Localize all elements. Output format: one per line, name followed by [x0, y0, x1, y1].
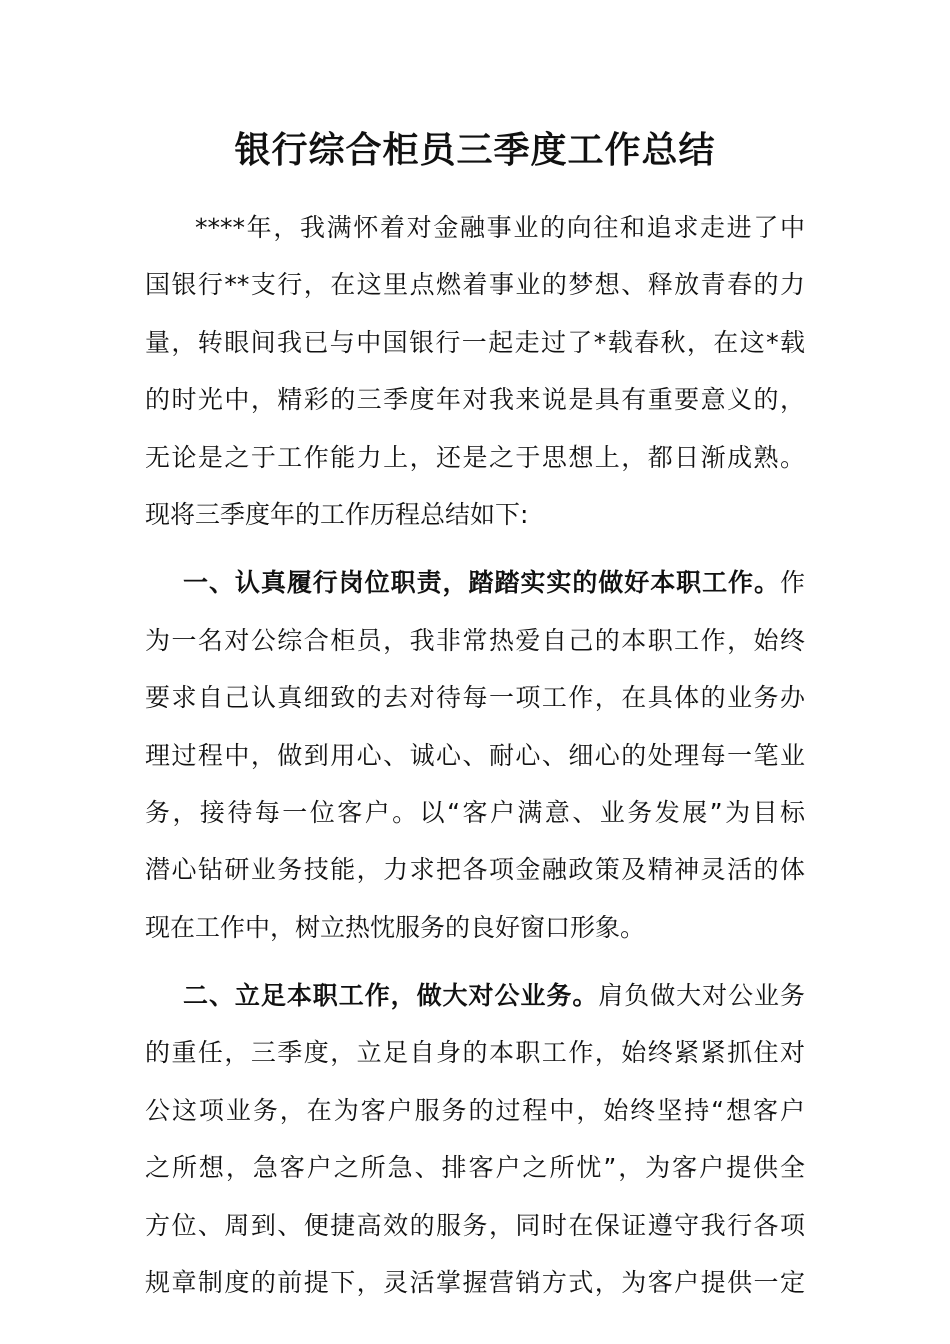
document-body: [145, 199, 805, 1311]
section-heading: 一、认真履行岗位职责，踏踏实实的做好本职工作。: [183, 568, 780, 598]
text-line: ****年，我满怀着对金融事业的向往和追求走进了中: [195, 213, 805, 242]
text-line: 要求自己认真细致的去对待每一项工作，在具体的业务办: [145, 683, 805, 713]
text-line: 国银行**支行，在这里点燃着事业的梦想、释放青春的力: [145, 270, 805, 300]
text-line: 公这项业务，在为客户服务的过程中，始终坚持“想客户: [145, 1095, 805, 1125]
text-line: 之所想，急客户之所急、排客户之所忧”，为客户提供全: [145, 1153, 805, 1183]
text-line: [145, 967, 805, 1024]
paragraph-section-2: [145, 967, 805, 1311]
text-line: 规章制度的前提下，灵活掌握营销方式，为客户提供一定: [145, 1268, 805, 1298]
text-line: 现在工作中，树立热忱服务的良好窗口形象。: [145, 912, 646, 942]
section-text: 作: [779, 568, 805, 598]
text-line: 方位、周到、便捷高效的服务，同时在保证遵守我行各项: [145, 1210, 805, 1240]
document-title: 银行综合柜员三季度工作总结: [234, 129, 716, 171]
paragraph-section-1: [145, 554, 805, 956]
text-line: 为一名对公综合柜员，我非常热爱自己的本职工作，始终: [145, 625, 805, 655]
text-line: [145, 554, 805, 611]
text-line: 无论是之于工作能力上，还是之于思想上，都日渐成熟。: [145, 442, 805, 472]
section-text: 肩负做大对公业务: [598, 981, 805, 1011]
text-line: 理过程中，做到用心、诚心、耐心、细心的处理每一笔业: [145, 740, 805, 770]
text-line: 潜心钻研业务技能，力求把各项金融政策及精神灵活的体: [145, 855, 805, 885]
section-heading: 二、立足本职工作，做大对公业务。: [183, 981, 599, 1011]
text-line: 量，转眼间我已与中国银行一起走过了*载春秋，在这*载: [145, 327, 805, 357]
paragraph-intro: [145, 199, 805, 543]
text-line: 务，接待每一位客户。以“客户满意、业务发展”为目标: [145, 797, 805, 827]
text-line: 的时光中，精彩的三季度年对我来说是具有重要意义的，: [145, 385, 805, 415]
text-line: 的重任，三季度，立足自身的本职工作，始终紧紧抓住对: [145, 1038, 805, 1068]
text-line: 现将三季度年的工作历程总结如下:: [145, 499, 529, 529]
